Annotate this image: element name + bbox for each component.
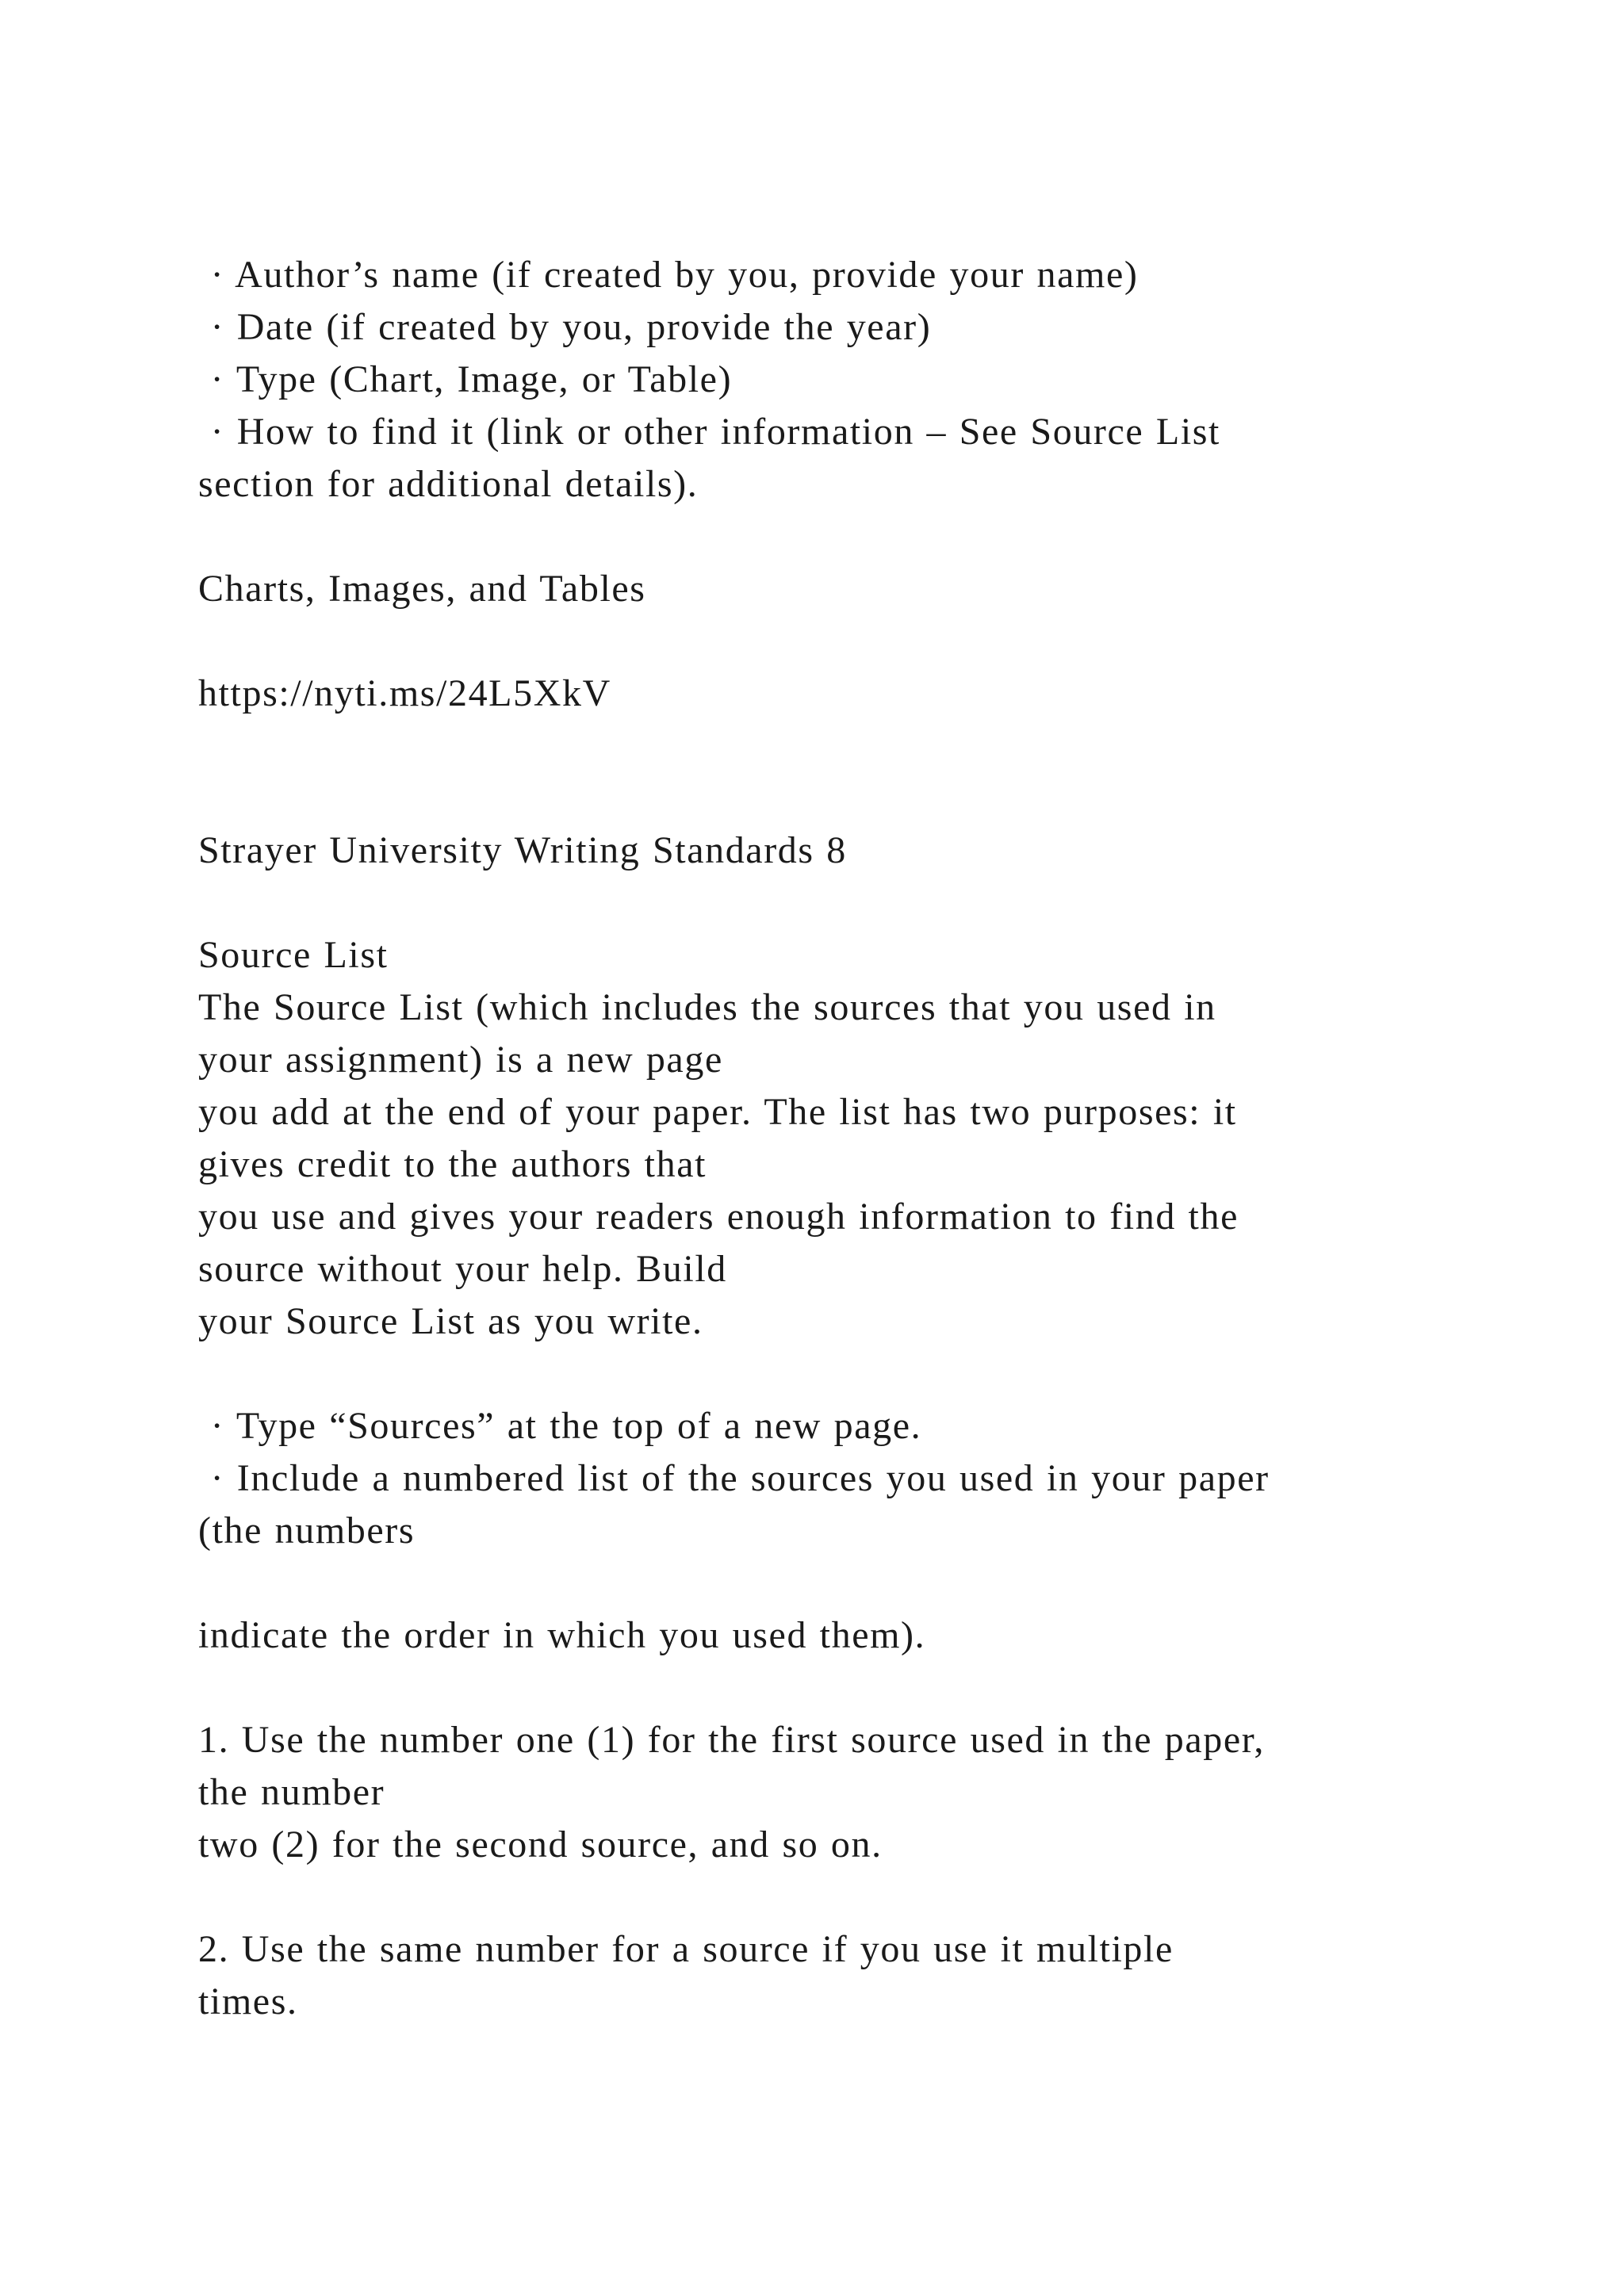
- running-header: Strayer University Writing Standards 8: [198, 829, 847, 871]
- bullet-numbered-list-continued: (the numbers: [198, 1510, 416, 1552]
- numbered-item-2: 2. Use the same number for a source if you use it multiple: [198, 1928, 1174, 1970]
- paragraph-line: gives credit to the authors that: [198, 1143, 707, 1185]
- paragraph-line: you add at the end of your paper. The list has two purposes: it: [198, 1091, 1237, 1133]
- url-text: https://nyti.ms/24L5XkV: [198, 672, 611, 714]
- bullet-date: · Date (if created by you, provide the year): [198, 306, 932, 348]
- bullet-numbered-list-end: indicate the order in which you used them).: [198, 1614, 926, 1656]
- paragraph-line: you use and gives your readers enough information to find the: [198, 1196, 1239, 1238]
- paragraph-line: your Source List as you write.: [198, 1300, 703, 1342]
- bullet-type-sources: · Type “Sources” at the top of a new page.: [198, 1405, 922, 1447]
- paragraph-line: your assignment) is a new page: [198, 1039, 723, 1081]
- bullet-type: · Type (Chart, Image, or Table): [198, 358, 733, 400]
- numbered-item-2-continued: times.: [198, 1980, 298, 2022]
- bullet-numbered-list: · Include a numbered list of the sources you used in your paper: [198, 1457, 1270, 1499]
- bullet-how-to-find-continued: section for additional details).: [198, 463, 699, 505]
- section-heading-charts-images-tables: Charts, Images, and Tables: [198, 568, 646, 610]
- numbered-item-1: 1. Use the number one (1) for the first source used in the paper,: [198, 1719, 1266, 1761]
- paragraph-line: source without your help. Build: [198, 1248, 727, 1290]
- numbered-item-1-continued: the number: [198, 1771, 385, 1813]
- numbered-item-1-end: two (2) for the second source, and so on.: [198, 1823, 883, 1866]
- section-heading-source-list: Source List: [198, 934, 389, 976]
- bullet-how-to-find: · How to find it (link or other information – See Source List: [198, 411, 1220, 453]
- bullet-author-name: · Author’s name (if created by you, provide your name): [198, 254, 1139, 296]
- paragraph-line: The Source List (which includes the sources that you used in: [198, 986, 1216, 1028]
